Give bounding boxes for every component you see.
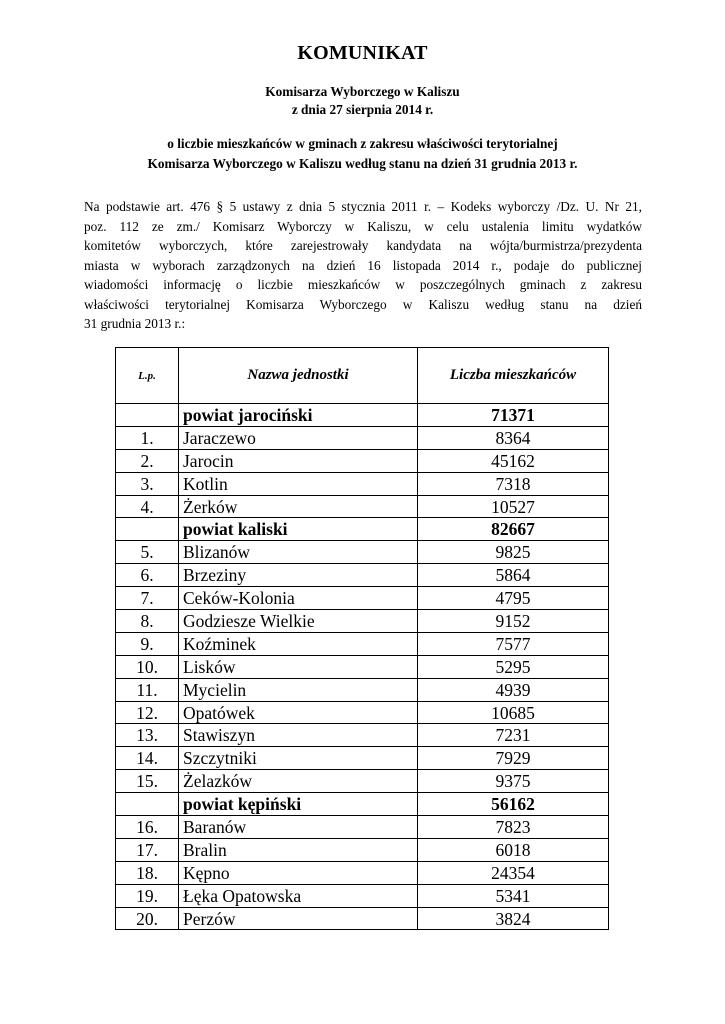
population-count: 4795	[418, 587, 609, 610]
table-row	[116, 495, 609, 518]
intro-line: Na podstawie art. 476 § 5 ustawy z dnia 5 stycznia 2011 r. – Kodeks wyborczy /Dz. U. Nr 21,	[84, 199, 642, 214]
row-number: 5.	[116, 541, 179, 564]
intro-line: miasta w wyborach zarządzonych na dzień 16 listopada 2014 r., podaje do publicznej	[84, 257, 642, 273]
unit-name: Żerków	[179, 495, 418, 518]
population-count: 7823	[418, 816, 609, 839]
table-row	[116, 861, 609, 884]
unit-name: powiat kaliski	[179, 518, 418, 541]
district-row	[116, 518, 609, 541]
header-name: Nazwa jednostki	[179, 348, 418, 404]
unit-name: Żelazków	[179, 770, 418, 793]
table-row	[116, 610, 609, 633]
unit-name: powiat jarociński	[179, 404, 418, 427]
table-row	[116, 770, 609, 793]
district-row	[116, 404, 609, 427]
table-row	[116, 838, 609, 861]
row-number: 6.	[116, 564, 179, 587]
table-body	[116, 404, 609, 930]
table-row	[116, 907, 609, 930]
row-number: 16.	[116, 816, 179, 839]
row-number: 17.	[116, 838, 179, 861]
unit-name: Szczytniki	[179, 747, 418, 770]
table-row	[116, 724, 609, 747]
table-row	[116, 632, 609, 655]
population-count: 24354	[418, 861, 609, 884]
population-table	[115, 347, 609, 930]
table-row	[116, 564, 609, 587]
unit-name: Kotlin	[179, 472, 418, 495]
population-count: 4939	[418, 678, 609, 701]
population-count: 5341	[418, 884, 609, 907]
table-row	[116, 426, 609, 449]
population-count: 71371	[418, 404, 609, 427]
row-number: 10.	[116, 655, 179, 678]
subject-line-1: o liczbie mieszkańców w gminach z zakresu właściwości terytorialnej	[167, 136, 558, 151]
row-number: 19.	[116, 884, 179, 907]
table-row	[116, 587, 609, 610]
row-number: 8.	[116, 610, 179, 633]
table-row	[116, 701, 609, 724]
table-row	[116, 816, 609, 839]
unit-name: powiat kępiński	[179, 793, 418, 816]
row-number: 11.	[116, 678, 179, 701]
row-number: 15.	[116, 770, 179, 793]
unit-name: Lisków	[179, 655, 418, 678]
population-count: 7929	[418, 747, 609, 770]
population-count: 6018	[418, 838, 609, 861]
table-row	[116, 747, 609, 770]
table-row	[116, 655, 609, 678]
unit-name: Godziesze Wielkie	[179, 610, 418, 633]
row-number: 13.	[116, 724, 179, 747]
population-count: 7318	[418, 472, 609, 495]
population-count: 56162	[418, 793, 609, 816]
subject-line-2: Komisarza Wyborczego w Kaliszu według stanu na dzień 31 grudnia 2013 r.	[147, 156, 578, 171]
population-count: 10685	[418, 701, 609, 724]
population-count: 8364	[418, 426, 609, 449]
unit-name: Jaraczewo	[179, 426, 418, 449]
unit-name: Brzeziny	[179, 564, 418, 587]
unit-name: Perzów	[179, 907, 418, 930]
table-row	[116, 541, 609, 564]
population-count: 5864	[418, 564, 609, 587]
table-row	[116, 678, 609, 701]
row-number	[116, 404, 179, 427]
row-number: 1.	[116, 426, 179, 449]
row-number: 7.	[116, 587, 179, 610]
unit-name: Baranów	[179, 816, 418, 839]
header-lp: L.p.	[116, 348, 179, 404]
unit-name: Koźminek	[179, 632, 418, 655]
population-count: 9152	[418, 610, 609, 633]
row-number: 12.	[116, 701, 179, 724]
unit-name: Jarocin	[179, 449, 418, 472]
row-number: 2.	[116, 449, 179, 472]
row-number: 20.	[116, 907, 179, 930]
population-count: 45162	[418, 449, 609, 472]
unit-name: Łęka Opatowska	[179, 884, 418, 907]
population-count: 82667	[418, 518, 609, 541]
unit-name: Kępno	[179, 861, 418, 884]
row-number	[116, 793, 179, 816]
header-count: Liczba mieszkańców	[418, 348, 609, 404]
intro-line: wiadomości informację o liczbie mieszkańców w poszczególnych gminach z zakresu	[84, 277, 642, 292]
population-count: 3824	[418, 907, 609, 930]
unit-name: Mycielin	[179, 678, 418, 701]
population-count: 9825	[418, 541, 609, 564]
population-count: 5295	[418, 655, 609, 678]
population-count: 7231	[418, 724, 609, 747]
unit-name: Bralin	[179, 838, 418, 861]
row-number: 4.	[116, 495, 179, 518]
population-count: 9375	[418, 770, 609, 793]
district-row	[116, 793, 609, 816]
table-header-row	[116, 348, 609, 404]
unit-name: Opatówek	[179, 701, 418, 724]
row-number: 3.	[116, 472, 179, 495]
unit-name: Stawiszyn	[179, 724, 418, 747]
intro-line: 31 grudnia 2013 r.:	[84, 316, 186, 331]
intro-paragraph	[84, 197, 642, 334]
issuer-line: Komisarza Wyborczego w Kaliszu	[265, 84, 460, 99]
table-row	[116, 884, 609, 907]
unit-name: Blizanów	[179, 541, 418, 564]
table-row	[116, 449, 609, 472]
unit-name: Ceków-Kolonia	[179, 587, 418, 610]
intro-line: poz. 112 ze zm./ Komisarz Wyborczy w Kaliszu, w celu ustalenia limitu wydatków	[84, 218, 642, 234]
intro-line: komitetów wyborczych, które zarejestrowały kandydata na wójta/burmistrza/prezydenta	[84, 238, 642, 253]
row-number	[116, 518, 179, 541]
population-count: 10527	[418, 495, 609, 518]
row-number: 9.	[116, 632, 179, 655]
row-number: 18.	[116, 861, 179, 884]
date-line: z dnia 27 sierpnia 2014 r.	[291, 102, 434, 117]
row-number: 14.	[116, 747, 179, 770]
intro-line: właściwości terytorialnej Komisarza Wyborczego w Kaliszu według stanu na dzień	[84, 296, 642, 312]
population-count: 7577	[418, 632, 609, 655]
document-title: KOMUNIKAT	[297, 42, 428, 64]
table-row	[116, 472, 609, 495]
